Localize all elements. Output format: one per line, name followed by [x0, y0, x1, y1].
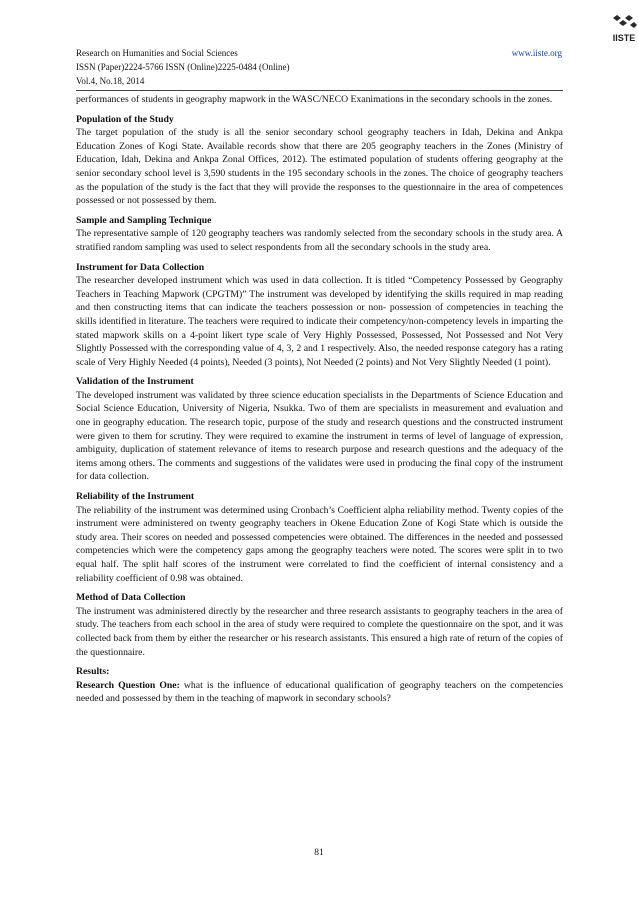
- section-text-validation: The developed instrument was validated by three science education specialists in the Departments of Science Education and Social Science Education, University of Nigeria, Nsukka. Two of them are specialists in measurement and evaluation and one in geography education. The research topic, purpose of the study and research questions and the constructed instrument were given to them for scrutiny. They were required to examine the instrument in terms of level of language of expression, ambiguity, duplication of statement relevance of items to research purpose and research questions and the adequacy of the items among others. The comments and suggestions of the validates were used in producing the final copy of the instrument for data collection.: [76, 389, 563, 483]
- journal-volume: Vol.4, No.18, 2014: [76, 76, 145, 86]
- section-heading-validation: Validation of the Instrument: [76, 376, 194, 388]
- section-text-reliability: The reliability of the instrument was determined using Cronbach’s Coefficient alpha reliability method. Twenty copies of the instrument were administered on twenty geography teachers in Okene Education Zone of Kogi State which is outside the study area. Their scores on needed and possessed competencies were obtained. The differences in the needed and possessed competencies which were the competency gaps among the geography teachers were noted. The scores were split in to two equal half. The split half scores of the instrument were correlated to find the coefficient of internal consistency and a reliability coefficient of 0.98 was obtained.: [76, 504, 563, 584]
- section-heading-sampling: Sample and Sampling Technique: [76, 214, 212, 226]
- journal-url[interactable]: www.iiste.org: [511, 48, 562, 58]
- journal-name: Research on Humanities and Social Sciences: [76, 48, 238, 58]
- section-text-data-collection: The instrument was administered directly by the researcher and three research assistants to geography teachers in the area of study. The teachers from each school in the area of study were required to complete the questionnaire on the spot, and it was collected back from them by either the researcher or his research assistants. This ensured a high rate of return of the copies of the questionnaire.: [76, 605, 563, 658]
- section-heading-instrument: Instrument for Data Collection: [76, 261, 205, 273]
- research-question-one: [76, 679, 563, 706]
- section-text-sampling: The representative sample of 120 geography teachers was randomly selected from the secondary schools in the study area. A stratified random sampling was used to select respondents from all the secondary schools in the study area.: [76, 228, 563, 253]
- page-number: 81: [314, 848, 324, 858]
- journal-issn: ISSN (Paper)2224-5766 ISSN (Online)2225-0484 (Online): [76, 62, 290, 72]
- iiste-logo: [610, 14, 638, 44]
- intro-paragraph: performances of students in geography mapwork in the WASC/NECO Exanimations in the secondary schools in the zones.: [76, 94, 553, 105]
- section-heading-reliability: Reliability of the Instrument: [76, 491, 195, 503]
- header-divider: [76, 90, 563, 91]
- section-heading-population: Population of the Study: [76, 113, 174, 125]
- page-header: [76, 46, 564, 88]
- results-heading: Results:: [76, 666, 110, 678]
- section-text-population: The target population of the study is all the senior secondary school geography teachers in Idah, Dekina and Ankpa Education Zones of Kogi State. Available records show that there are 205 geography teachers in the Zones (Ministry of Education, Idah, Dekina and Ankpa Zonal Offices, 2012). The estimated population of students offering geography at the senior secondary school level is 3,590 students in the 195 secondary schools in the zones. The choice of geography teachers as the population of the study is the fact that they will provide the responses to the questionnaire in the area of competences possessed or not possessed by them.: [76, 127, 563, 207]
- research-question-label: Research Question One:: [76, 679, 180, 691]
- page-body: [76, 93, 563, 706]
- logo-lettering: IISTE: [612, 33, 636, 43]
- research-question-text: what is the influence of educational qualification of geography teachers on the competencies needed and possessed by them in the teaching of mapwork in secondary schools?: [76, 679, 563, 705]
- section-heading-data-collection: Method of Data Collection: [76, 592, 186, 604]
- section-text-instrument: The researcher developed instrument which was used in data collection. It is titled “Competency Possessed by Geography Teachers in Teaching Mapwork (CPGTM)” The instrument was developed by identifying the skills required in map reading and then constructing items that can indicate the teachers possession or non- possession of competencies in teaching the skills identified in literature. The teachers were required to indicate their competency/non-competency levels in imparting the stated mapwork skills on a 4-point likert type scale of Very Highly Possessed, Possessed, Not Possessed and Not Very Slightly Possessed with the corresponding value of 4, 3, 2 and 1 respectively. Also, the needed response category has a rating scale of Very Highly Needed (4 points), Needed (3 points), Not Needed (2 points) and Not Very Slightly Needed (1 point).: [76, 275, 563, 368]
